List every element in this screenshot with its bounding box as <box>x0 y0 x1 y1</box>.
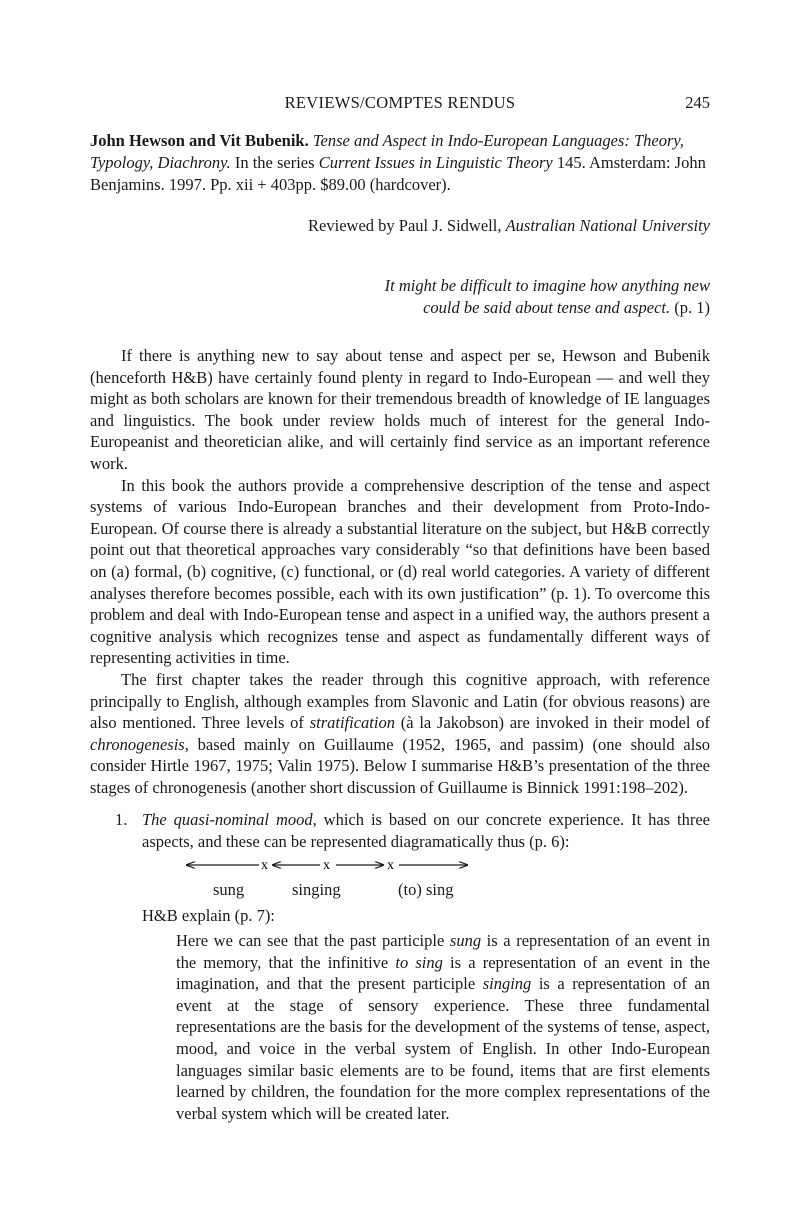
diagram-labels <box>90 880 710 902</box>
diagram-mark-3: x <box>387 858 394 873</box>
quote-term-singing: singing <box>482 974 532 994</box>
paragraph-3-part-a: The first chapter takes the reader through this cognitive approach, with reference principally to English, although examples from Slavonic and Latin (for obvious reasons) are also mentioned. Three levels of <box>90 669 710 733</box>
citation-series-intro: In the series <box>230 153 319 172</box>
diagram-mark-1: x <box>261 858 268 873</box>
quote-part-a: Here we can see that the past participle <box>176 931 450 950</box>
epigraph-ref: (p. 1) <box>670 298 710 317</box>
citation-details: 145. Amsterdam: John Benjamins. 1997. Pp. xii + 403pp. $89.00 (hardcover). <box>90 153 706 194</box>
paragraph-2: In this book the authors provide a comprehensive description of the tense and aspect systems of various Indo-European branches and their development from Proto-Indo-European. Of course there is already a substantial literature on the subject, but H&B correctly point out that theoretical approaches vary considerably “so that definitions have been based on (a) formal, (b) cognitive, (c) functional, or (d) real world categories. A variety of different analyses therefore becomes possible, each with its own justification” (p. 1). To overcome this problem and deal with Indo-European tense and aspect in a unified way, the authors present a cognitive analysis which recognizes tense and aspect as fundamentally different ways of representing activities in time. <box>90 475 710 668</box>
paragraph-3-part-c: , based mainly on Guillaume (1952, 1965, and passim) (one should also consider Hirtle 1967, 1975; Valin 1975). Below I summarise H&B’s presentation of the three stages of chronogenesis (another short discussion of Guillaume is Binnick 1991:198–202). <box>90 734 710 797</box>
epigraph-line-1: It might be difficult to imagine how anything new <box>384 276 710 295</box>
citation-series: Current Issues in Linguistic Theory <box>318 153 553 172</box>
quote-part-c: is a representation of an event in the imagination, and that the present participle <box>176 952 710 994</box>
running-head: REVIEWS/COMPTES RENDUS <box>284 93 516 112</box>
term-stratification: stratification <box>309 713 395 733</box>
citation-title: Tense and Aspect in Indo-European Languages: Theory, Typology, Diachrony. <box>90 131 684 172</box>
quote-term-sung: sung <box>449 931 482 950</box>
list-item-1 <box>90 809 710 852</box>
block-quote <box>176 930 710 1124</box>
page-number: 245 <box>685 93 710 112</box>
term-chronogenesis: chronogenesis <box>90 734 185 754</box>
chronogenesis-diagram <box>185 853 485 875</box>
reviewer-line <box>308 216 710 236</box>
term-quasi-nominal-mood: The quasi-nominal mood <box>142 810 313 829</box>
diagram-mark-2: x <box>323 858 330 873</box>
quote-term-to-sing: to sing <box>395 952 443 972</box>
paragraph-3 <box>90 669 710 799</box>
epigraph <box>385 275 710 319</box>
list-text <box>142 809 710 852</box>
explain-line: H&B explain (p. 7): <box>142 906 275 925</box>
review-body <box>90 345 710 798</box>
reviewer-affiliation: Australian National University <box>505 216 710 235</box>
list-number: 1. <box>115 810 128 829</box>
paragraph-3-part-b: (à la Jakobson) are invoked in their model of <box>394 713 710 733</box>
label-singing: singing <box>292 880 341 899</box>
paragraph-1: If there is anything new to say about tense and aspect per se, Hewson and Bubenik (henceforth H&B) have certainly found plenty in regard to Indo-European — and well they might as both scholars are known for their tremendous breadth of knowledge of IE languages and linguistics. The book under review holds much of interest for the general Indo-Europeanist and theoretician alike, and will certainly find service as an important reference work. <box>90 346 710 473</box>
page-header <box>90 93 710 115</box>
label-to-sing: (to) sing <box>398 880 454 899</box>
citation-authors: John Hewson and Vit Bubenik. <box>90 131 309 150</box>
quote-part-b: is a representation of an event in the memory, that the infinitive <box>176 931 710 972</box>
book-citation <box>90 130 710 196</box>
epigraph-line-2: could be said about tense and aspect. <box>423 298 671 317</box>
list-description: , which is based on our concrete experience. It has three aspects, and these can be represented diagramatically thus (p. 6): <box>142 810 710 851</box>
label-sung: sung <box>213 880 245 899</box>
quote-part-d: is a representation of an event at the stage of sensory experience. These three fundamental representations are the basis for the development of the systems of tense, aspect, mood, and voice in the verbal system of English. In other Indo-European languages similar basic elements are to be found, items that are first elements learned by children, the foundation for the more complex representations of the verbal system which will be created later. <box>176 974 710 1123</box>
reviewer-name: Reviewed by Paul J. Sidwell, <box>308 216 506 235</box>
